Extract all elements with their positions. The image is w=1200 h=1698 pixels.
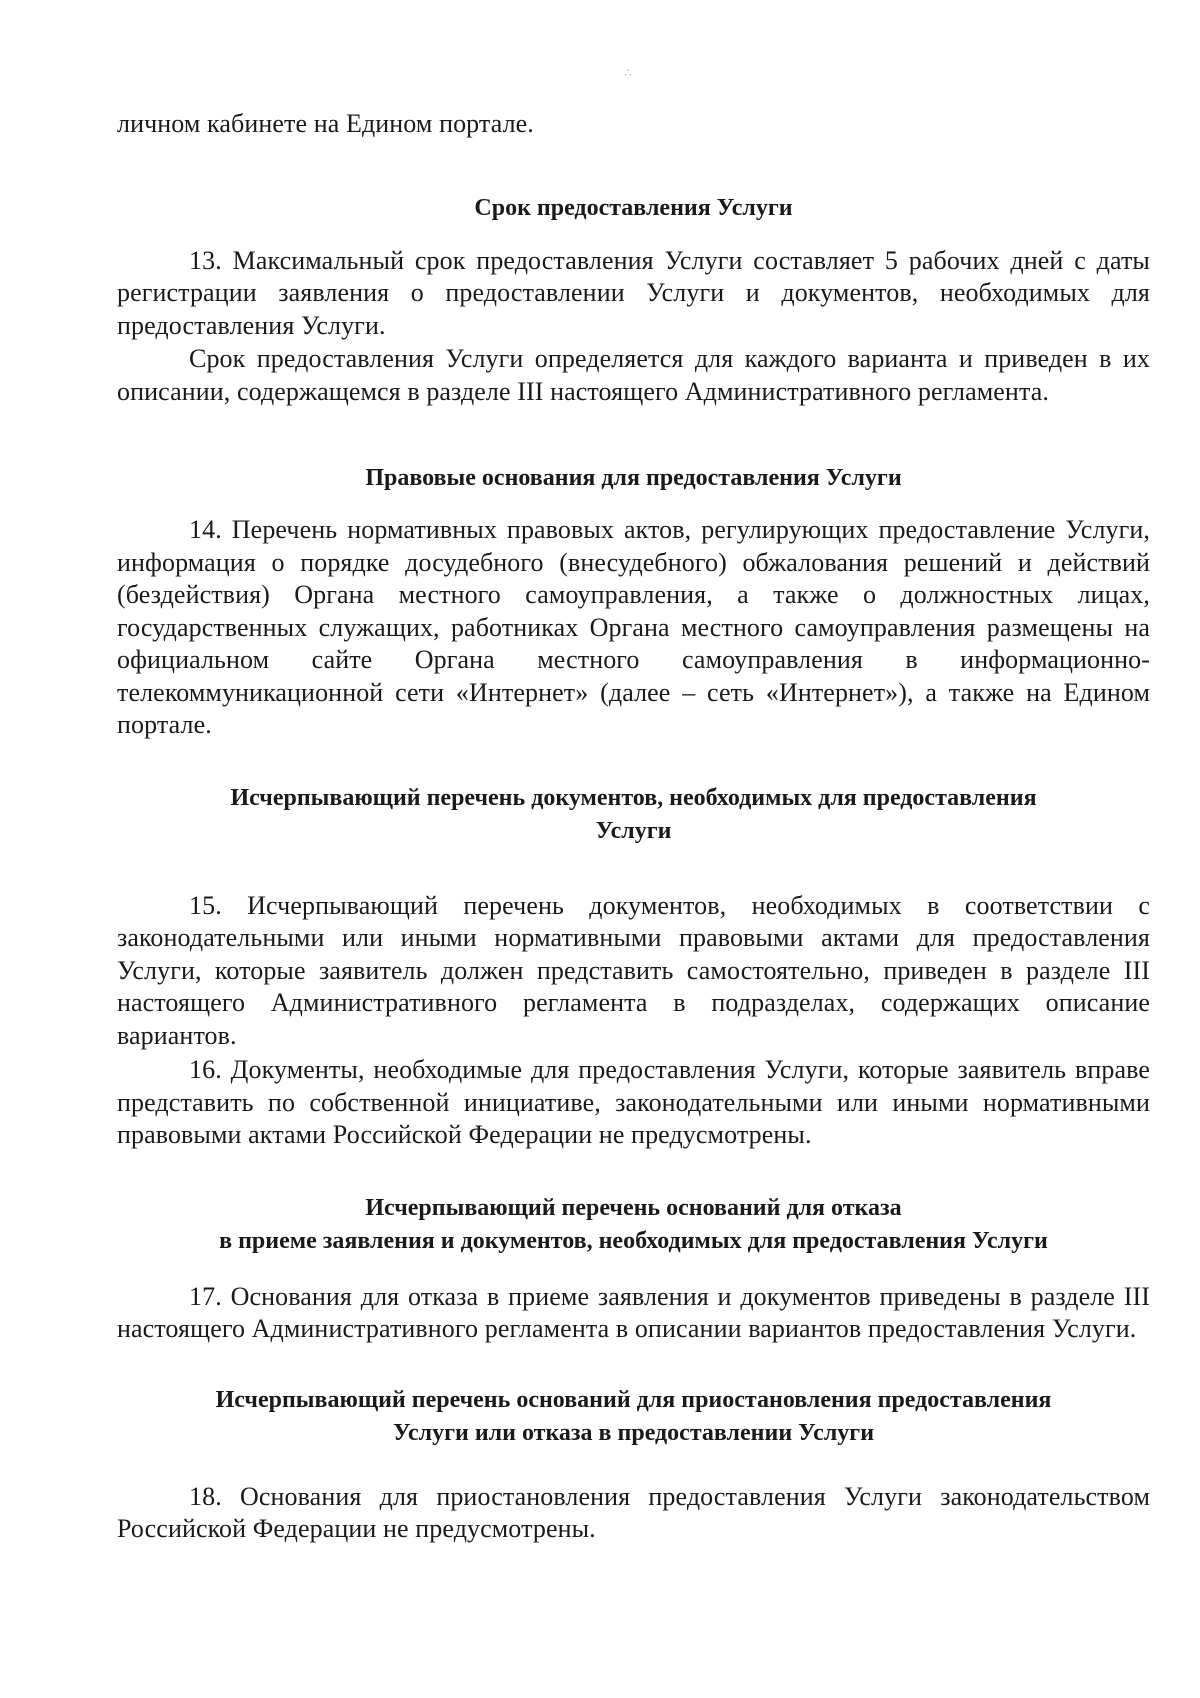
section-heading-term: Срок предоставления Услуги [474,194,793,221]
section-heading-documents [117,782,1150,848]
section-heading-documents-line1: Исчерпывающий перечень документов, необходимых для предоставления [230,784,1037,811]
continuation-text: личном кабинете на Едином портале. [117,109,534,138]
paragraph-13: 13. Максимальный срок предоставления Услуги составляет 5 рабочих дней с даты регистрации заявления о предоставлении Услуги и документов, необходимых для предоставления Услуги. [117,245,1150,340]
section-heading-suspension-grounds [117,1384,1150,1450]
scan-mark: ∴ [624,66,632,80]
section-heading-refusal-grounds-line2: в приеме заявления и документов, необходимых для предоставления Услуги [219,1227,1048,1254]
section-heading-suspension-grounds-line2: Услуги или отказа в предоставлении Услуги [392,1419,875,1446]
paragraph-16: 16. Документы, необходимые для предоставления Услуги, которые заявитель вправе представить по собственной инициативе, законодательными или иными нормативными правовыми актами Российской Федерации не предусмотрены. [117,1055,1150,1149]
section-heading-documents-line2: Услуги [595,817,672,844]
paragraph-17: 17. Основания для отказа в приеме заявления и документов приведены в разделе III настоящего Административного регламента в описании вариантов предоставления Услуги. [117,1281,1150,1343]
paragraph-15: 15. Исчерпывающий перечень документов, необходимых в соответствии с законодательными или иными нормативными правовыми актами для предоставления Услуги, которые заявитель должен представить самостоятельно, приведен в разделе III настоящего Административного регламента в подразделах, содержащих описание вариантов. [117,890,1150,1050]
section-heading-suspension-grounds-line1: Исчерпывающий перечень оснований для приостановления предоставления [215,1386,1052,1413]
paragraph-14: 14. Перечень нормативных правовых актов, регулирующих предоставление Услуги, информация о порядке досудебного (внесудебного) обжалования решений и действий (бездействия) Органа местного самоуправления, а также о должностных лицах, государственных служащих, работниках Органа местного самоуправления размещены на официальном сайте Органа местного самоуправления в информационно-телекоммуникационной сети «Интернет» (далее – сеть «Интернет»), а также на Едином портале. [117,515,1150,739]
section-heading-refusal-grounds [117,1192,1150,1258]
paragraph-18: 18. Основания для приостановления предоставления Услуги законодательством Российской Федерации не предусмотрены. [117,1481,1150,1543]
paragraph-13-term-variants: Срок предоставления Услуги определяется для каждого варианта и приведен в их описании, содержащемся в разделе III настоящего Административного регламента. [117,344,1150,406]
section-heading-legal-basis: Правовые основания для предоставления Услуги [365,465,902,491]
section-heading-refusal-grounds-line1: Исчерпывающий перечень оснований для отказа [365,1194,902,1221]
